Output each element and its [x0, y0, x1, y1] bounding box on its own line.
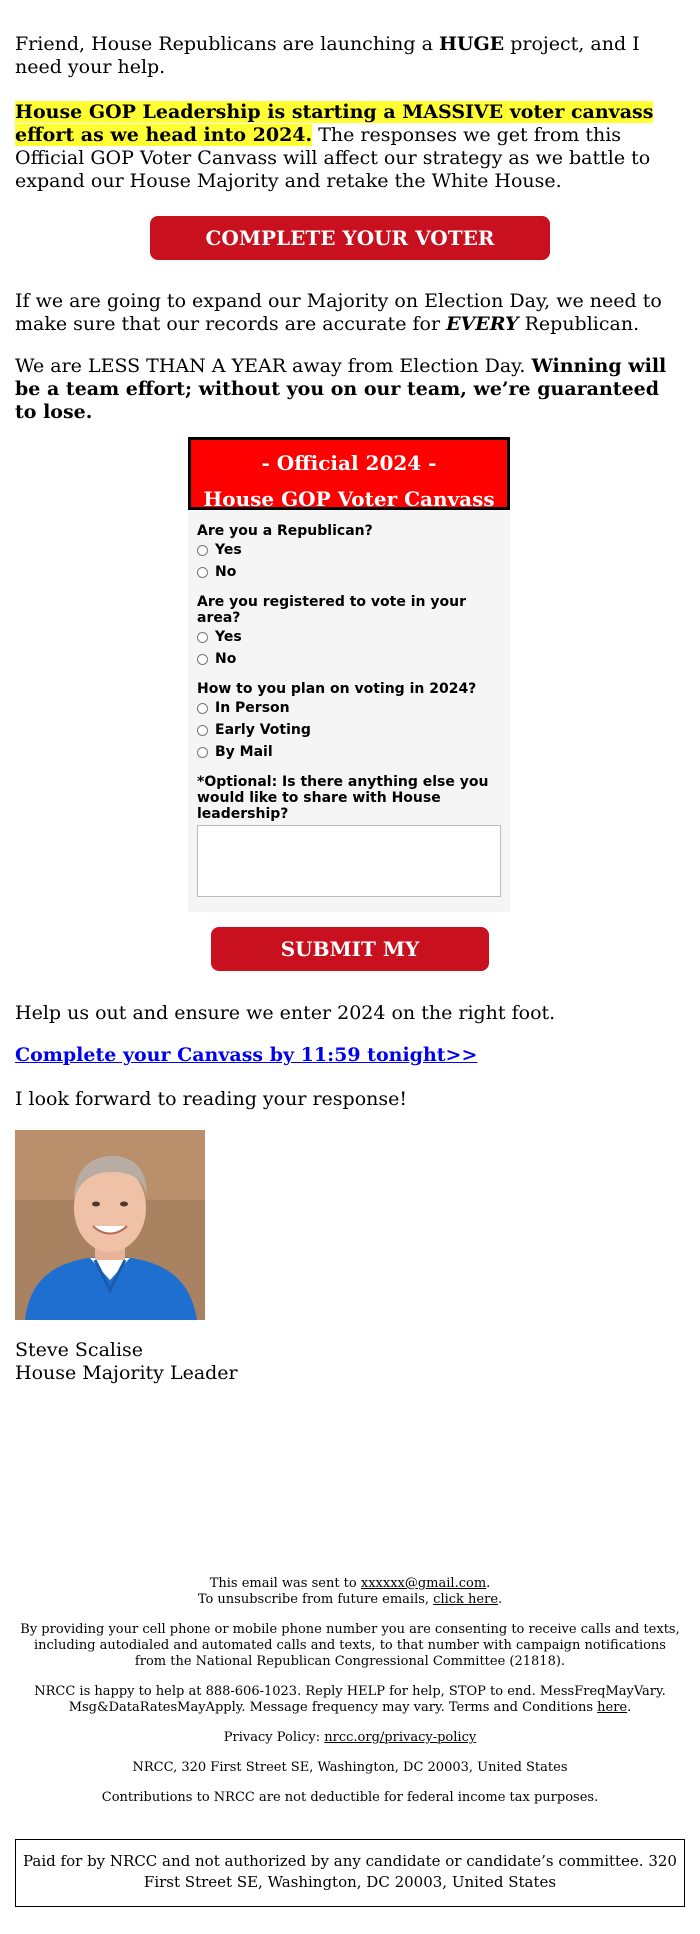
voter-canvass-form — [188, 437, 510, 912]
canvass-body — [188, 510, 510, 912]
canvass-link-paragraph — [15, 1044, 683, 1067]
intro-paragraph: Friend, House Republicans are launching a HUGE project, and I need your help. — [15, 33, 640, 78]
recipient-email-link[interactable]: xxxxxx@gmail.com — [360, 1576, 487, 1591]
cta-top-row — [0, 216, 700, 293]
help-text: NRCC is happy to help at 888-606-1023. Reply HELP for help, STOP to end. MessFreqMayVary. Msg&DataRatesMayApply. Message frequency may vary. Terms and Conditions here. — [34, 1684, 666, 1715]
radio-icon[interactable] — [197, 654, 208, 665]
signer-photo — [15, 1130, 205, 1320]
email-footer — [20, 1576, 680, 1806]
election-day-paragraph: We are LESS THAN A YEAR away from Election Day. Winning will be a team effort; without you on our team, we’re guaranteed to lose. — [15, 355, 667, 423]
optional-comment-textarea[interactable] — [197, 825, 501, 897]
option-registered-no[interactable]: No — [197, 648, 501, 670]
radio-icon[interactable] — [197, 725, 208, 736]
radio-icon[interactable] — [197, 567, 208, 578]
question-republican: Are you a Republican? — [197, 523, 373, 539]
option-republican-yes[interactable]: Yes — [197, 539, 501, 561]
submit-row — [0, 927, 700, 1004]
records-paragraph: If we are going to expand our Majority on Election Day, we need to make sure that our records are accurate for EVERY Republican. — [15, 290, 662, 335]
canvass-header — [188, 437, 510, 510]
radio-icon[interactable] — [197, 545, 208, 556]
unsubscribe-line: To unsubscribe from future emails, click here. — [197, 1592, 503, 1607]
optional-prompt: *Optional: Is there anything else you would like to share with House leadership? — [197, 774, 489, 822]
radio-icon[interactable] — [197, 703, 208, 714]
sent-to-line: This email was sent to xxxxxx@gmail.com. — [209, 1576, 491, 1591]
option-early-voting[interactable]: Early Voting — [197, 719, 501, 741]
signer-title: House Majority Leader — [15, 1362, 238, 1384]
unsubscribe-link[interactable]: click here — [433, 1592, 499, 1607]
option-in-person[interactable]: In Person — [197, 697, 501, 719]
privacy-line: Privacy Policy: nrcc.org/privacy-policy — [223, 1730, 477, 1745]
right-foot-paragraph: Help us out and ensure we enter 2024 on the right foot. — [15, 1002, 556, 1024]
privacy-policy-link[interactable]: nrcc.org/privacy-policy — [324, 1730, 477, 1745]
canvass-title-line2: House GOP Voter Canvass — [203, 487, 495, 511]
radio-icon[interactable] — [197, 747, 208, 758]
signer-name: Steve Scalise — [15, 1339, 144, 1361]
canvass-announcement-paragraph: House GOP Leadership is starting a MASSIVE voter canvass effort as we head into 2024. The responses we get from this Official GOP Voter Canvass will affect our strategy as we battle to expand our House Majority and retake the White House. — [15, 101, 654, 192]
address-line: NRCC, 320 First Street SE, Washington, DC 20003, United States — [132, 1760, 568, 1775]
option-republican-no[interactable]: No — [197, 561, 501, 583]
radio-icon[interactable] — [197, 632, 208, 643]
signature-block — [15, 1339, 415, 1385]
signer-portrait-image — [15, 1130, 205, 1320]
consent-text: By providing your cell phone or mobile phone number you are consenting to receive calls and texts, including autodialed and automated calls and texts, to that number with campaign notifications from the National Republican Congressional Committee (21818). — [20, 1622, 680, 1669]
question-registered: Are you registered to vote in your area? — [197, 594, 466, 626]
submit-response-button[interactable]: SUBMIT MY RESPONSE — [211, 927, 489, 971]
terms-link[interactable]: here — [597, 1700, 628, 1715]
canvass-title-line1: - Official 2024 - — [261, 451, 437, 475]
complete-canvass-button[interactable]: COMPLETE YOUR VOTER CANVASS — [150, 216, 550, 260]
paid-for-disclaimer: Paid for by NRCC and not authorized by any candidate or candidate’s committee. 320 First Street SE, Washington, DC 20003, United States — [15, 1839, 685, 1907]
option-by-mail[interactable]: By Mail — [197, 741, 501, 763]
tax-disclaimer: Contributions to NRCC are not deductible for federal income tax purposes. — [101, 1790, 599, 1805]
option-registered-yes[interactable]: Yes — [197, 626, 501, 648]
highlighted-text: House GOP Leadership is starting a MASSIVE voter canvass effort as we head into 2024. — [15, 101, 654, 146]
complete-canvass-link[interactable]: Complete your Canvass by 11:59 tonight>> — [15, 1044, 478, 1066]
question-voting-method: How to you plan on voting in 2024? — [197, 681, 477, 697]
closing-paragraph: I look forward to reading your response! — [15, 1088, 408, 1110]
